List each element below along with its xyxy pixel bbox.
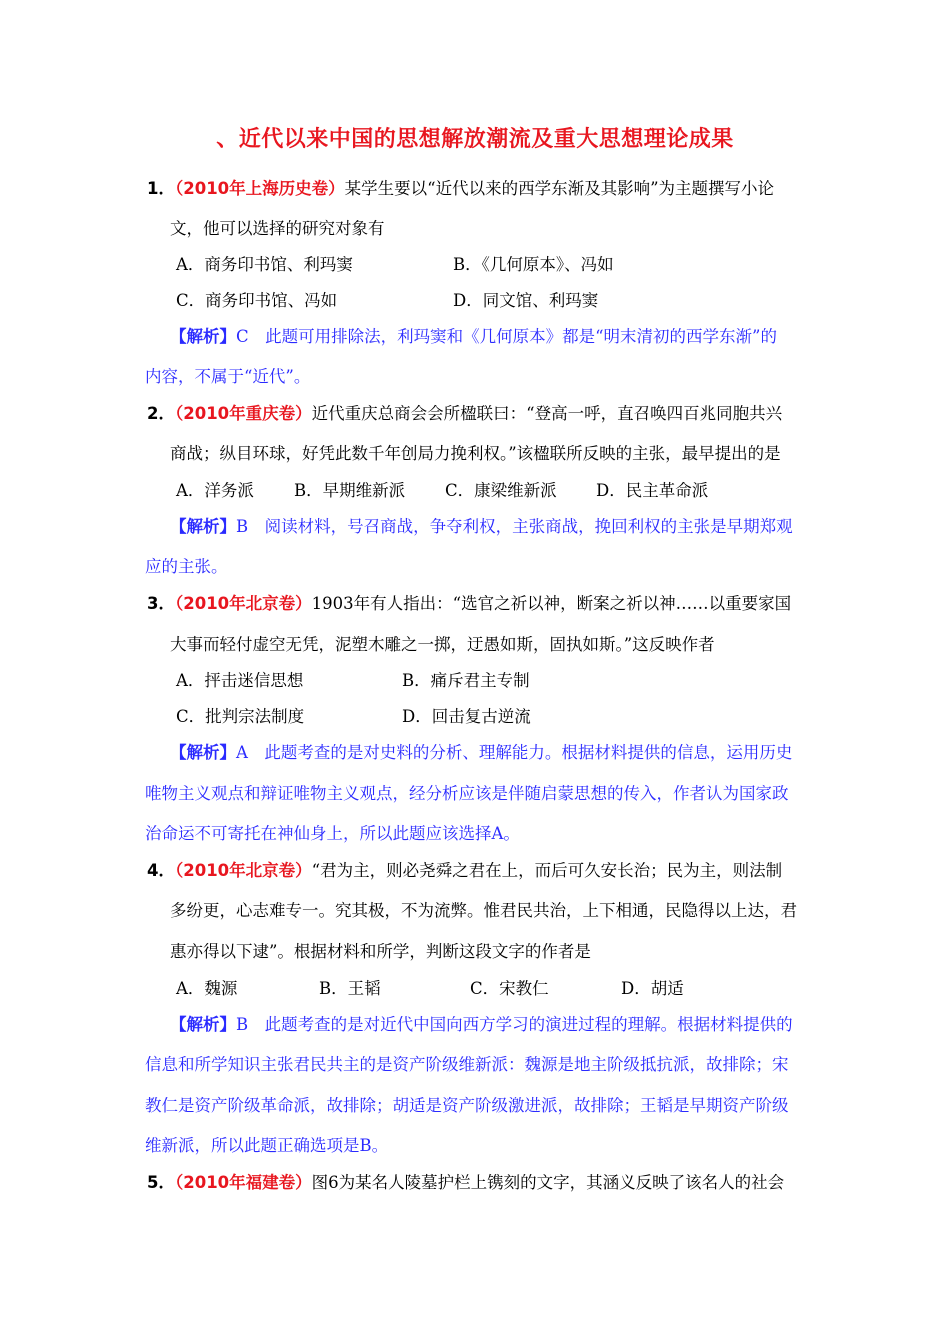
option-b: B．痛斥君主专制: [402, 671, 530, 690]
option-c: C．商务印书馆、冯如: [176, 291, 338, 310]
option-b: B．早期维新派: [294, 481, 406, 500]
analysis-1-line-2: 内容，不属于“近代”。: [145, 367, 311, 386]
analysis-text: A 此题考查的是对史料的分析、理解能力。根据材料提供的信息，运用历史: [236, 743, 793, 762]
analysis-4-line-2: 信息和所学知识主张君民共主的是资产阶级维新派：魏源是地主阶级抵抗派，故排除；宋: [145, 1055, 789, 1074]
question-3-line-2: 大事而轻付虚空无凭，泥塑木雕之一掷，迂愚如斯，固执如斯。”这反映作者: [170, 635, 715, 654]
option-a: A．抨击迷信思想: [176, 671, 304, 690]
analysis-3-line-1: [170, 742, 792, 764]
option-d: D．回击复古逆流: [402, 707, 531, 726]
analysis-2-line-2: 应的主张。: [145, 557, 228, 576]
analysis-4-line-1: [170, 1014, 793, 1036]
option-a: A．洋务派: [176, 481, 254, 500]
analysis-1-line-1: [170, 326, 777, 348]
option-b: B．《几何原本》、冯如: [453, 255, 614, 274]
question-number: 4．: [147, 861, 175, 880]
analysis-tag: 【解析】: [170, 1015, 236, 1034]
question-1-line-1: [147, 178, 774, 200]
option-c: C．宋教仁: [470, 979, 549, 998]
question-4-line-2: 多纷更，心志难专一。究其极，不为流弊。惟君民共治，上下相通，民隐得以上达，君: [170, 901, 797, 920]
question-5-line-1: [147, 1172, 784, 1194]
question-source: （2010年北京卷）: [174, 861, 312, 880]
analysis-text: B 阅读材料，号召商战，争夺利权，主张商战，挽回利权的主张是早期郑观: [236, 517, 793, 536]
option-b: B．王韬: [319, 979, 381, 998]
question-2-line-2: 商战；纵目环球，好凭此数千年创局力挽利权。”该楹联所反映的主张，最早提出的是: [170, 444, 781, 463]
analysis-text: B 此题考查的是对近代中国向西方学习的演进过程的理解。根据材料提供的: [236, 1015, 793, 1034]
analysis-3-line-3: 治命运不可寄托在神仙身上，所以此题应该选择A。: [145, 824, 520, 843]
question-source: （2010年重庆卷）: [174, 404, 312, 423]
question-stem: 1903年有人指出：“选官之祈以神，断案之祈以神……以重要家国: [311, 594, 792, 613]
option-d: D．民主革命派: [596, 481, 709, 500]
question-number: 2．: [147, 404, 175, 423]
question-source: （2010年北京卷）: [174, 594, 312, 613]
question-source: （2010年福建卷）: [174, 1173, 312, 1192]
analysis-text: C 此题可用排除法，利玛窦和《几何原本》都是“明末清初的西学东渐”的: [236, 327, 777, 346]
option-c: C．康梁维新派: [445, 481, 557, 500]
question-stem: “君为主，则必尧舜之君在上，而后可久安长治；民为主，则法制: [311, 861, 783, 880]
question-stem: 图6为某名人陵墓护栏上镌刻的文字，其涵义反映了该名人的社会: [311, 1173, 785, 1192]
analysis-tag: 【解析】: [170, 327, 236, 346]
analysis-tag: 【解析】: [170, 517, 236, 536]
analysis-4-line-3: 教仁是资产阶级革命派，故排除；胡适是资产阶级激进派，故排除；王韬是早期资产阶级: [145, 1096, 789, 1115]
question-3-line-1: [147, 593, 791, 615]
question-stem: 某学生要以“近代以来的西学东渐及其影响”为主题撰写小论: [344, 179, 775, 198]
option-d: D．同文馆、利玛窦: [453, 291, 599, 310]
option-c: C．批判宗法制度: [176, 707, 305, 726]
analysis-4-line-4: 维新派，所以此题正确选项是B。: [145, 1136, 389, 1155]
question-4-line-1: [147, 860, 782, 882]
question-stem: 近代重庆总商会会所楹联曰：“登高一呼，直召唤四百兆同胞共兴: [311, 404, 783, 423]
option-a: A．魏源: [176, 979, 238, 998]
option-a: A．商务印书馆、利玛窦: [176, 255, 353, 274]
analysis-tag: 【解析】: [170, 743, 236, 762]
question-4-line-3: 惠亦得以下逮”。根据材料和所学，判断这段文字的作者是: [170, 942, 591, 961]
option-d: D．胡适: [621, 979, 684, 998]
analysis-3-line-2: 唯物主义观点和辩证唯物主义观点，经分析应该是伴随启蒙思想的传入，作者认为国家政: [145, 784, 789, 803]
question-number: 5．: [147, 1173, 175, 1192]
question-number: 1．: [147, 179, 175, 198]
page-title: 、近代以来中国的思想解放潮流及重大思想理论成果: [216, 127, 734, 152]
question-1-line-2: 文，他可以选择的研究对象有: [170, 219, 385, 238]
question-source: （2010年上海历史卷）: [174, 179, 345, 198]
question-number: 3．: [147, 594, 175, 613]
analysis-2-line-1: [170, 516, 793, 538]
question-2-line-1: [147, 403, 782, 425]
